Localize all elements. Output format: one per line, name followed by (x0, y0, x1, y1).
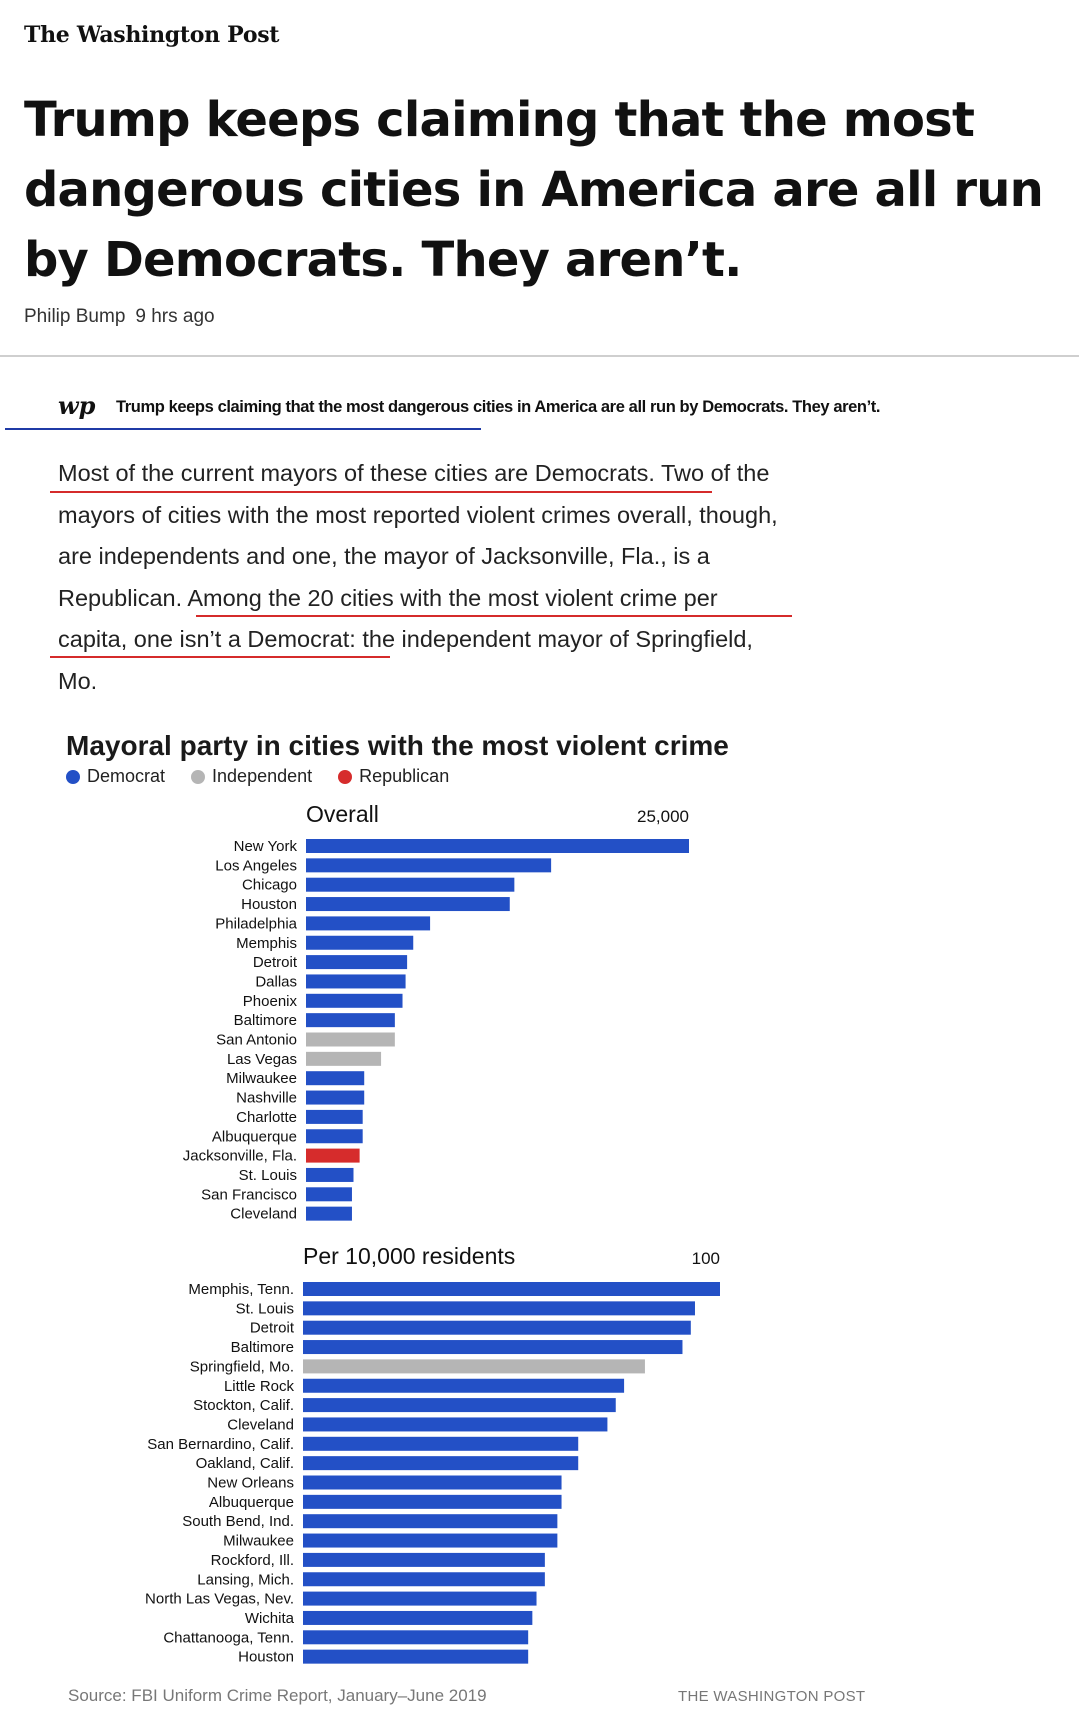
bar (306, 878, 514, 892)
bar (306, 1129, 363, 1143)
category-label: South Bend, Ind. (182, 1513, 294, 1531)
bar (306, 994, 403, 1008)
category-label: Cleveland (230, 1205, 297, 1223)
wp-logo-icon: wp (58, 391, 96, 420)
category-label: Oakland, Calif. (195, 1455, 294, 1473)
category-label: St. Louis (238, 1166, 297, 1184)
category-label: Rockford, Ill. (210, 1551, 294, 1569)
publish-time: 9 hrs ago (135, 306, 215, 327)
category-label: Cleveland (227, 1416, 294, 1434)
bar (306, 1091, 364, 1105)
panel-scale-label: 100 (691, 1249, 720, 1268)
bar (303, 1282, 720, 1296)
chart-legend (66, 766, 449, 787)
category-label: Las Vegas (226, 1050, 297, 1068)
category-label: San Bernardino, Calif. (147, 1435, 294, 1453)
chart-credit: THE WASHINGTON POST (678, 1688, 866, 1705)
legend-swatch (66, 770, 80, 784)
bar (303, 1630, 528, 1644)
category-label: Nashville (236, 1089, 297, 1107)
bar (303, 1437, 578, 1451)
paragraph-line: capita, one isn’t a Democrat: the independent mayor of Springfield, (58, 626, 753, 652)
bar (306, 1052, 381, 1066)
category-label: Baltimore (233, 1012, 297, 1030)
bar (306, 1033, 395, 1047)
category-label: Dallas (255, 973, 297, 991)
shared-article-bar[interactable] (0, 383, 1079, 433)
legend-item-democrat (66, 766, 165, 787)
category-label: Milwaukee (223, 1532, 294, 1550)
highlight-underline (50, 656, 390, 658)
legend-label: Republican (359, 766, 450, 786)
bar (306, 955, 407, 969)
highlight-underline (196, 615, 792, 617)
category-label: Memphis, Tenn. (188, 1281, 294, 1298)
legend-swatch (191, 770, 205, 784)
category-label: Albuquerque (208, 1493, 294, 1511)
category-label: Houston (238, 1648, 294, 1666)
bar (306, 1168, 353, 1182)
paragraph-line: Most of the current mayors of these cities are Democrats. Two of the (58, 460, 770, 486)
paragraph-line: Mo. (58, 667, 98, 694)
bar (303, 1534, 557, 1548)
paragraph-line: Republican. Among the 20 cities with the most violent crime per (58, 584, 718, 611)
legend-item-republican (338, 766, 449, 787)
bar (303, 1553, 545, 1567)
bar (303, 1379, 624, 1393)
category-label: Wichita (244, 1609, 294, 1627)
bar (306, 839, 689, 853)
bar (303, 1495, 562, 1509)
legend-label: Democrat (87, 766, 166, 786)
category-label: Chicago (241, 876, 297, 894)
paragraph-line: mayors of cities with the most reported violent crimes overall, though, (58, 501, 778, 528)
bar (306, 858, 551, 872)
bar (303, 1398, 616, 1412)
bar (306, 1110, 363, 1124)
panel-title: Per 10,000 residents (303, 1243, 516, 1269)
bar (306, 1187, 352, 1201)
bar (306, 936, 413, 950)
category-label: Philadelphia (215, 915, 297, 933)
category-label: North Las Vegas, Nev. (145, 1590, 294, 1608)
bar (306, 897, 510, 911)
category-label: New York (233, 838, 297, 855)
bar (303, 1611, 532, 1625)
bar (303, 1650, 528, 1664)
bar (306, 1149, 360, 1163)
bar (306, 1013, 395, 1027)
bar (303, 1514, 557, 1528)
bar (303, 1572, 545, 1586)
chart-title: Mayoral party in cities with the most violent crime (66, 730, 729, 761)
category-label: San Francisco (201, 1186, 297, 1204)
bar (303, 1592, 537, 1606)
byline (24, 306, 215, 328)
category-label: San Antonio (216, 1031, 297, 1049)
chart-source: Source: FBI Uniform Crime Report, January–June 2019 (68, 1686, 487, 1705)
category-label: Albuquerque (211, 1128, 297, 1146)
category-label: Phoenix (242, 992, 297, 1010)
category-label: Houston (241, 896, 297, 914)
panel-title: Overall (306, 801, 379, 827)
bar (306, 1071, 364, 1085)
author-name[interactable]: Philip Bump (24, 306, 126, 327)
shared-article-title[interactable]: Trump keeps claiming that the most dangerous cities in America are all run by Democrats. They aren’t. (116, 398, 881, 416)
category-label: Springfield, Mo. (189, 1358, 294, 1376)
bar (306, 916, 430, 930)
category-label: Jacksonville, Fla. (182, 1147, 297, 1165)
category-label: St. Louis (235, 1300, 294, 1318)
category-label: Detroit (249, 1319, 294, 1337)
bar-chart (0, 795, 1079, 1675)
bar (303, 1359, 645, 1373)
legend-item-independent (191, 766, 312, 787)
divider (0, 355, 1079, 357)
highlight-underline (50, 491, 712, 493)
bar (303, 1340, 682, 1354)
bar (303, 1417, 607, 1431)
category-label: Chattanooga, Tenn. (163, 1629, 294, 1647)
category-label: New Orleans (207, 1474, 294, 1492)
category-label: Detroit (252, 954, 297, 972)
panel-scale-label: 25,000 (637, 807, 689, 826)
legend-swatch (338, 770, 352, 784)
category-label: Baltimore (230, 1339, 294, 1357)
bar (303, 1321, 691, 1335)
category-label: Stockton, Calif. (193, 1397, 294, 1415)
category-label: Milwaukee (226, 1070, 297, 1088)
bar (303, 1476, 562, 1490)
bar (306, 974, 406, 988)
category-label: Lansing, Mich. (197, 1571, 294, 1589)
category-label: Memphis (236, 934, 297, 952)
masthead-logo: The Washington Post (24, 22, 280, 48)
category-label: Los Angeles (215, 857, 297, 875)
paragraph-line: are independents and one, the mayor of Jacksonville, Fla., is a (58, 543, 710, 569)
bar (306, 1207, 352, 1221)
bar (303, 1301, 695, 1315)
article-headline: Trump keeps claiming that the most dangerous cities in America are all run by Democrats. They aren’t. (24, 92, 1043, 288)
bar (303, 1456, 578, 1470)
legend-label: Independent (212, 766, 313, 786)
category-label: Little Rock (223, 1377, 294, 1395)
shared-article-underline (5, 428, 481, 430)
category-label: Charlotte (236, 1108, 297, 1126)
